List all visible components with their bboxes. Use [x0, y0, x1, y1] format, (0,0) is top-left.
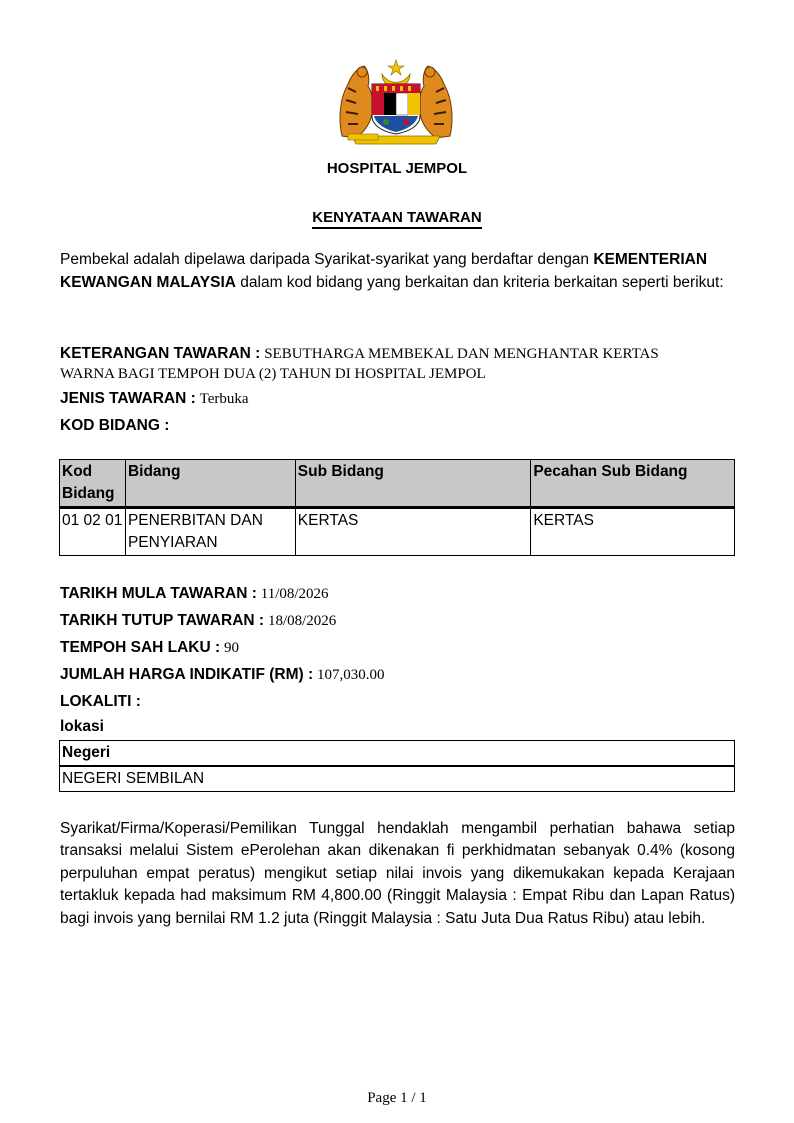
table-row — [60, 508, 735, 556]
intro-part2: dalam kod bidang yang berkaitan dan kriteria berkaitan seperti berikut: — [235, 274, 724, 291]
page-number: Page 1 / 1 — [367, 1090, 427, 1106]
table-row — [60, 766, 735, 792]
kod-bidang-field — [60, 416, 740, 436]
table-header-row — [60, 460, 735, 508]
keterangan-label: KETERANGAN TAWARAN : — [60, 345, 261, 362]
tarikh-tutup-label: TARIKH TUTUP TAWARAN : — [60, 612, 265, 629]
kod-bidang-label: KOD BIDANG : — [60, 417, 170, 434]
tarikh-mula-value: 11/08/2026 — [260, 586, 329, 602]
tarikh-mula-label: TARIKH MULA TAWARAN : — [60, 585, 257, 602]
cell-pecahan: KERTAS — [531, 508, 735, 556]
jumlah-value: 107,030.00 — [317, 667, 385, 683]
hospital-name: HOSPITAL JEMPOL — [326, 160, 468, 177]
tempoh-field — [60, 638, 740, 658]
col-kod-bidang: Kod Bidang — [60, 460, 126, 508]
col-bidang: Bidang — [125, 460, 295, 508]
intro-ministry: KEMENTERIAN KEWANGAN MALAYSIA — [60, 251, 708, 291]
intro-part1: Pembekal adalah dipelawa daripada Syarikat-syarikat yang berdaftar dengan — [60, 251, 594, 268]
tarikh-tutup-field — [60, 611, 740, 631]
keterangan-field — [60, 344, 740, 384]
lokaliti-label: LOKALITI : — [60, 693, 141, 710]
coat-of-arms-icon — [334, 58, 458, 146]
col-sub-bidang: Sub Bidang — [295, 460, 531, 508]
table-header-row — [60, 741, 735, 767]
intro-paragraph — [60, 248, 735, 294]
cell-bidang: PENERBITAN DAN PENYIARAN — [125, 508, 295, 556]
keterangan-line2: WARNA BAGI TEMPOH DUA (2) TAHUN DI HOSPITAL JEMPOL — [60, 366, 486, 382]
col-negeri: Negeri — [60, 741, 735, 767]
lokaliti-field — [60, 692, 740, 712]
jumlah-label: JUMLAH HARGA INDIKATIF (RM) : — [60, 666, 314, 683]
tempoh-label: TEMPOH SAH LAKU : — [60, 639, 221, 656]
col-pecahan-sub-bidang: Pecahan Sub Bidang — [531, 460, 735, 508]
document-title — [0, 209, 794, 226]
keterangan-line1: SEBUTHARGA MEMBEKAL DAN MENGHANTAR KERTAS — [264, 346, 659, 362]
cell-kod: 01 02 01 — [60, 508, 126, 556]
lokasi-heading: lokasi — [60, 718, 104, 735]
tarikh-tutup-value: 18/08/2026 — [267, 613, 337, 629]
fee-notice-paragraph: Syarikat/Firma/Koperasi/Pemilikan Tunggal hendaklah mengambil perhatian bahawa setiap transaksi melalui Sistem ePerolehan akan dikenakan fi perkhidmatan sebanyak 0.4% (kosong perpuluhan empat peratus) mengikut setiap nilai invois yang dikemukakan kepada Kerajaan tertakluk kepada had maksimum RM 4,800.00 (Ringgit Malaysia : Empat Ribu dan Lapan Ratus) bagi invois yang bernilai RM 1.2 juta (Ringgit Malaysia : Satu Juta Dua Ratus Ribu) atau lebih. — [60, 820, 735, 927]
jumlah-field — [60, 665, 740, 685]
jenis-value: Terbuka — [199, 391, 249, 407]
tarikh-mula-field — [60, 584, 740, 604]
tempoh-value: 90 — [224, 640, 240, 656]
jenis-label: JENIS TAWARAN : — [60, 390, 196, 407]
cell-sub-bidang: KERTAS — [295, 508, 531, 556]
cell-negeri: NEGERI SEMBILAN — [60, 766, 735, 792]
jenis-field — [60, 389, 740, 409]
kod-bidang-table — [59, 459, 735, 556]
lokasi-table — [59, 740, 735, 792]
document-title-text: KENYATAAN TAWARAN — [312, 209, 481, 229]
